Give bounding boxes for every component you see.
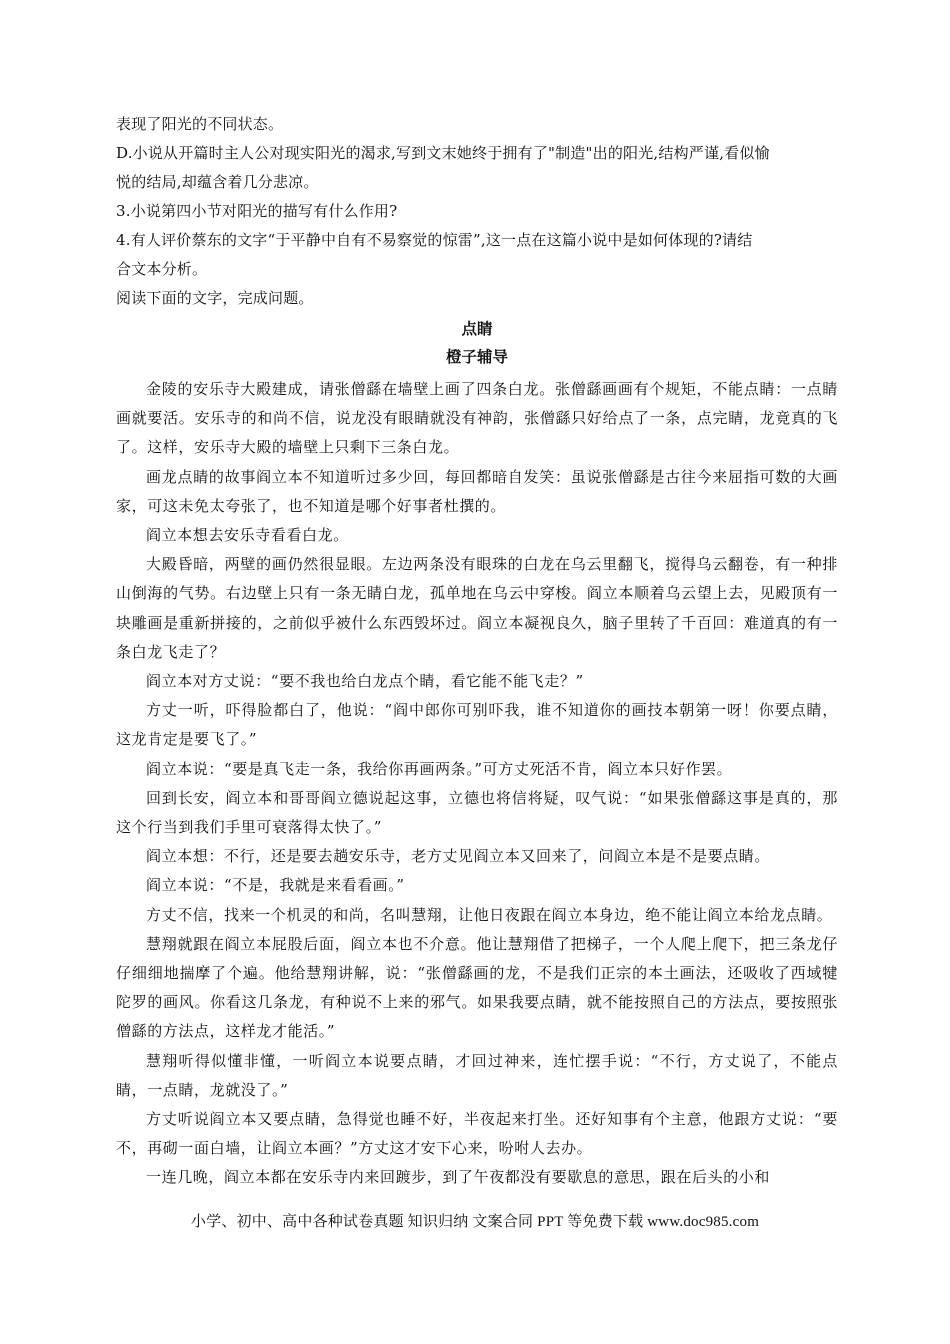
story-paragraph: 慧翔就跟在阎立本屁股后面，阎立本也不介意。他让慧翔借了把梯子，一个人爬上爬下，把三条龙仔仔细细地揣摩了个遍。他给慧翔讲解，说：“张僧繇画的龙，不是我们正宗的本土画法，还吸收了西域犍陀罗的画风。你看这几条龙，有种说不上来的邪气。如果我要点睛，就不能按照自己的方法点，要按照张僧繇的方法点，这样龙才能活。” [116,934,838,1041]
reading-instruction: 阅读下面的文字，完成问题。 [116,289,314,307]
story-paragraph: 阎立本说：“不是，我就是来看看画。” [146,876,405,895]
question-line: 表现了阳光的不同状态。 [116,115,284,133]
story-subtitle: 橙子辅导 [445,347,508,366]
story-paragraph: 阎立本说：“要是真飞走一条，我给你再画两条。”可方丈死活不肯，阎立本只好作罢。 [146,759,733,778]
questions-section [116,110,838,313]
page-footer: 小学、初中、高中各种试卷真题 知识归纳 文案合同 PPT 等免费下载 www.doc985.com [190,1214,760,1230]
story-paragraph: 阎立本对方丈说：“要不我也给白龙点个睛，看它能不能飞走？” [146,672,584,691]
question-line: D.小说从开篇时主人公对现实阳光的渴求,写到文末她终于拥有了"制造"出的阳光,结构严谨,看似愉 [116,144,770,162]
story-paragraph: 方丈听说阎立本又要点睛，急得觉也睡不好，半夜起来打坐。还好知事有个主意，他跟方丈说：“要不，再砌一面白墙，让阎立本画？”方丈这才安下心来，吩咐人去办。 [116,1110,838,1158]
story-paragraph: 阎立本想：不行，还是要去趟安乐寺，老方丈见阎立本又回来了，问阎立本是不是要点睛。 [146,847,771,866]
story-body [116,375,838,1193]
story-paragraph: 方丈不信，找来一个机灵的和尚，名叫慧翔，让他日夜跟在阎立本身边，绝不能让阎立本给龙点睛。 [146,905,833,924]
story-paragraph: 一连几晚，阎立本都在安乐寺内来回踱步，到了午夜都没有要歇息的意思，跟在后头的小和 [146,1168,771,1187]
story-paragraph: 阎立本想去安乐寺看看白龙。 [146,526,349,545]
question-line: 3.小说第四小节对阳光的描写有什么作用? [116,202,398,220]
question-line: 4.有人评价蔡东的文字“于平静中自有不易察觉的惊雷”,这一点在这篇小说中是如何体现的?请结 [116,231,753,249]
story-paragraph: 回到长安，阎立本和哥哥阎立德说起这事，立德也将信将疑，叹气说：“如果张僧繇这事是真的，那这个行当到我们手里可衰落得太快了。” [116,788,838,837]
story-paragraph: 慧翔听得似懂非懂，一听阎立本说要点睛，才回过神来，连忙摆手说：“不行，方丈说了，不能点睛，一点睛，龙就没了。” [116,1051,838,1099]
question-line: 合文本分析。 [116,260,208,278]
story-paragraph: 大殿昏暗，两壁的画仍然很显眼。左边两条没有眼珠的白龙在乌云里翻飞，搅得乌云翻卷，有一种排山倒海的气势。右边壁上只有一条无睛白龙，孤单地在乌云中穿梭。阎立本顺着乌云望上去，见殿顶有一块雕画是重新拼接的，之前似乎被什么东西毁坏过。阎立本凝视良久，脑子里转了千百回：难道真的有一条白龙飞走了？ [116,555,838,661]
story-title: 点睛 [461,319,493,338]
question-line: 悦的结局,却蕴含着几分悲凉。 [116,173,319,191]
story-paragraph: 画龙点睛的故事阎立本不知道听过多少回，每回都暗自发笑：虽说张僧繇是古往今来屈指可数的大画家，可这未免太夸张了，也不知道是哪个好事者杜撰的。 [116,467,838,515]
story-paragraph: 金陵的安乐寺大殿建成，请张僧繇在墙壁上画了四条白龙。张僧繇画画有个规矩，不能点睛：一点睛画就要活。安乐寺的和尚不信，说龙没有眼睛就没有神韵，张僧繇只好给点了一条，点完睛，龙竟真的飞了。这样，安乐寺大殿的墙壁上只剩下三条白龙。 [116,380,838,457]
document-content [116,110,838,1193]
story-paragraph: 方丈一听，吓得脸都白了，他说：“阎中郎你可别吓我，谁不知道你的画技本朝第一呀！你要点睛，这龙肯定是要飞了。” [116,701,838,749]
